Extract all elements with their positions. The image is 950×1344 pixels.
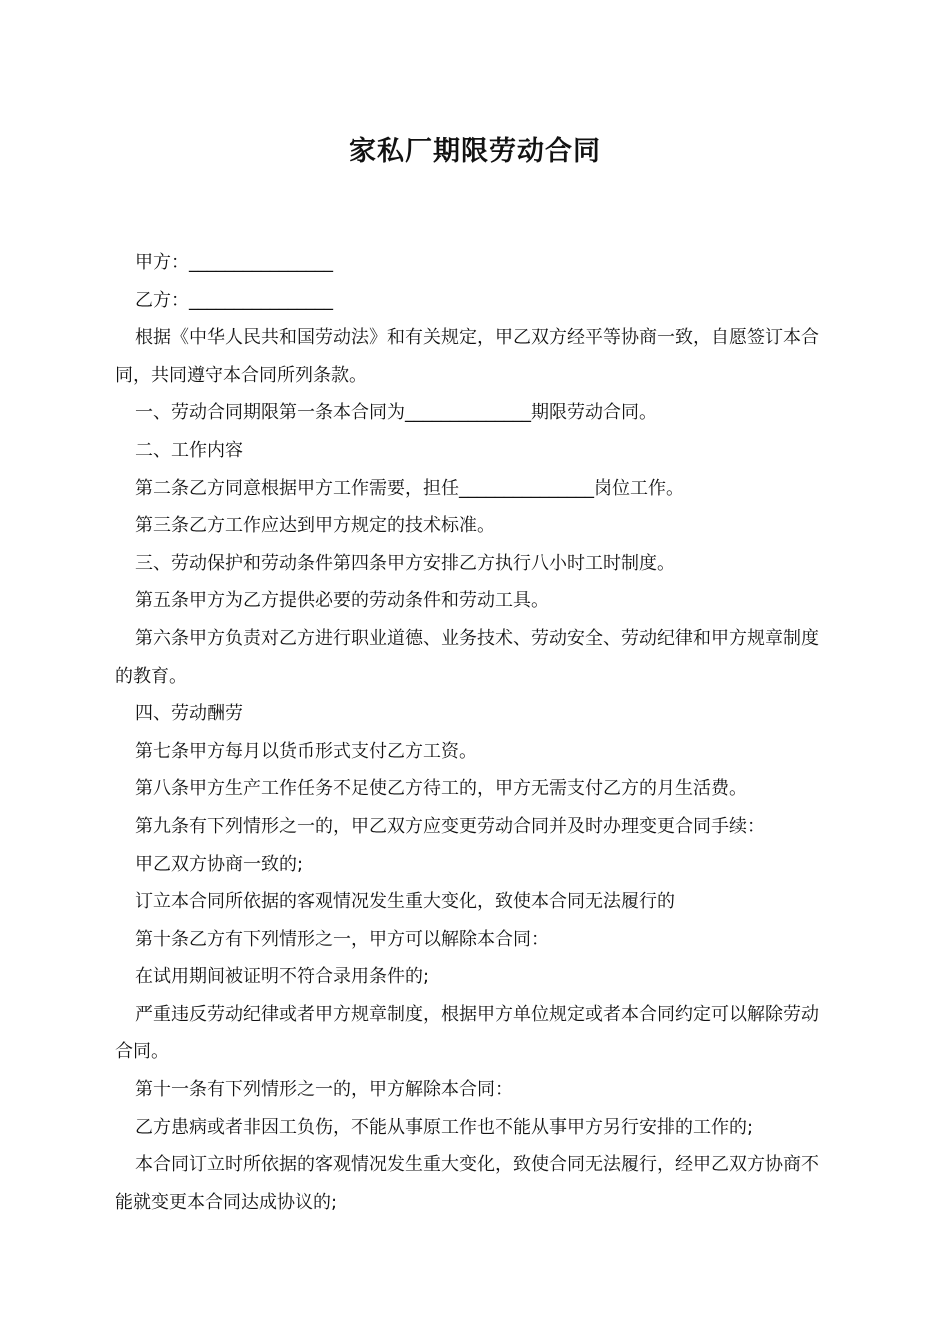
party-b-line: 乙方：________________ xyxy=(135,289,333,311)
article-5: 第五条甲方为乙方提供必要的劳动条件和劳动工具。 xyxy=(135,590,549,612)
party-a-line: 甲方：________________ xyxy=(135,252,333,273)
section-3-article-4: 三、劳动保护和劳动条件第四条甲方安排乙方执行八小时工时制度。 xyxy=(135,552,675,574)
article-6: 第六条甲方负责对乙方进行职业道德、业务技术、劳动安全、劳动纪律和甲方规章制度的教育。 xyxy=(115,627,819,687)
article-9-item-2: 订立本合同所依据的客观情况发生重大变化，致使本合同无法履行的 xyxy=(135,891,675,913)
article-10-item-1: 在试用期间被证明不符合录用条件的; xyxy=(135,966,430,988)
document-title: 家私厂期限劳动合同 xyxy=(349,136,601,167)
article-11-item-1: 乙方患病或者非因工负伤，不能从事原工作也不能从事甲方另行安排的工作的; xyxy=(135,1116,754,1138)
article-10: 第十条乙方有下列情形之一，甲方可以解除本合同： xyxy=(135,928,549,950)
article-11-item-2: 本合同订立时所依据的客观情况发生重大变化，致使合同无法履行，经甲乙双方协商不能就变更本合同达成协议的; xyxy=(115,1154,819,1213)
article-11: 第十一条有下列情形之一的，甲方解除本合同： xyxy=(135,1079,513,1101)
article-9: 第九条有下列情形之一的，甲乙双方应变更劳动合同并及时办理变更合同手续： xyxy=(135,815,765,837)
article-9-item-1: 甲乙双方协商一致的; xyxy=(135,853,304,875)
article-3: 第三条乙方工作应达到甲方规定的技术标准。 xyxy=(135,515,495,537)
document-body xyxy=(115,244,835,1221)
article-8: 第八条甲方生产工作任务不足使乙方待工的，甲方无需支付乙方的月生活费。 xyxy=(135,778,747,800)
section-2-heading: 二、工作内容 xyxy=(135,439,243,461)
preamble-paragraph: 根据《中华人民共和国劳动法》和有关规定，甲乙双方经平等协商一致，自愿签订本合同，共同遵守本合同所列条款。 xyxy=(115,327,819,386)
section-1-contract-term: 一、劳动合同期限第一条本合同为______________期限劳动合同。 xyxy=(135,402,657,424)
article-2: 第二条乙方同意根据甲方工作需要，担任_______________岗位工作。 xyxy=(135,477,684,499)
section-4-heading: 四、劳动酬劳 xyxy=(135,703,243,725)
article-7: 第七条甲方每月以货币形式支付乙方工资。 xyxy=(135,740,477,762)
article-10-item-2: 严重违反劳动纪律或者甲方规章制度，根据甲方单位规定或者本合同约定可以解除劳动合同。 xyxy=(115,1003,819,1063)
